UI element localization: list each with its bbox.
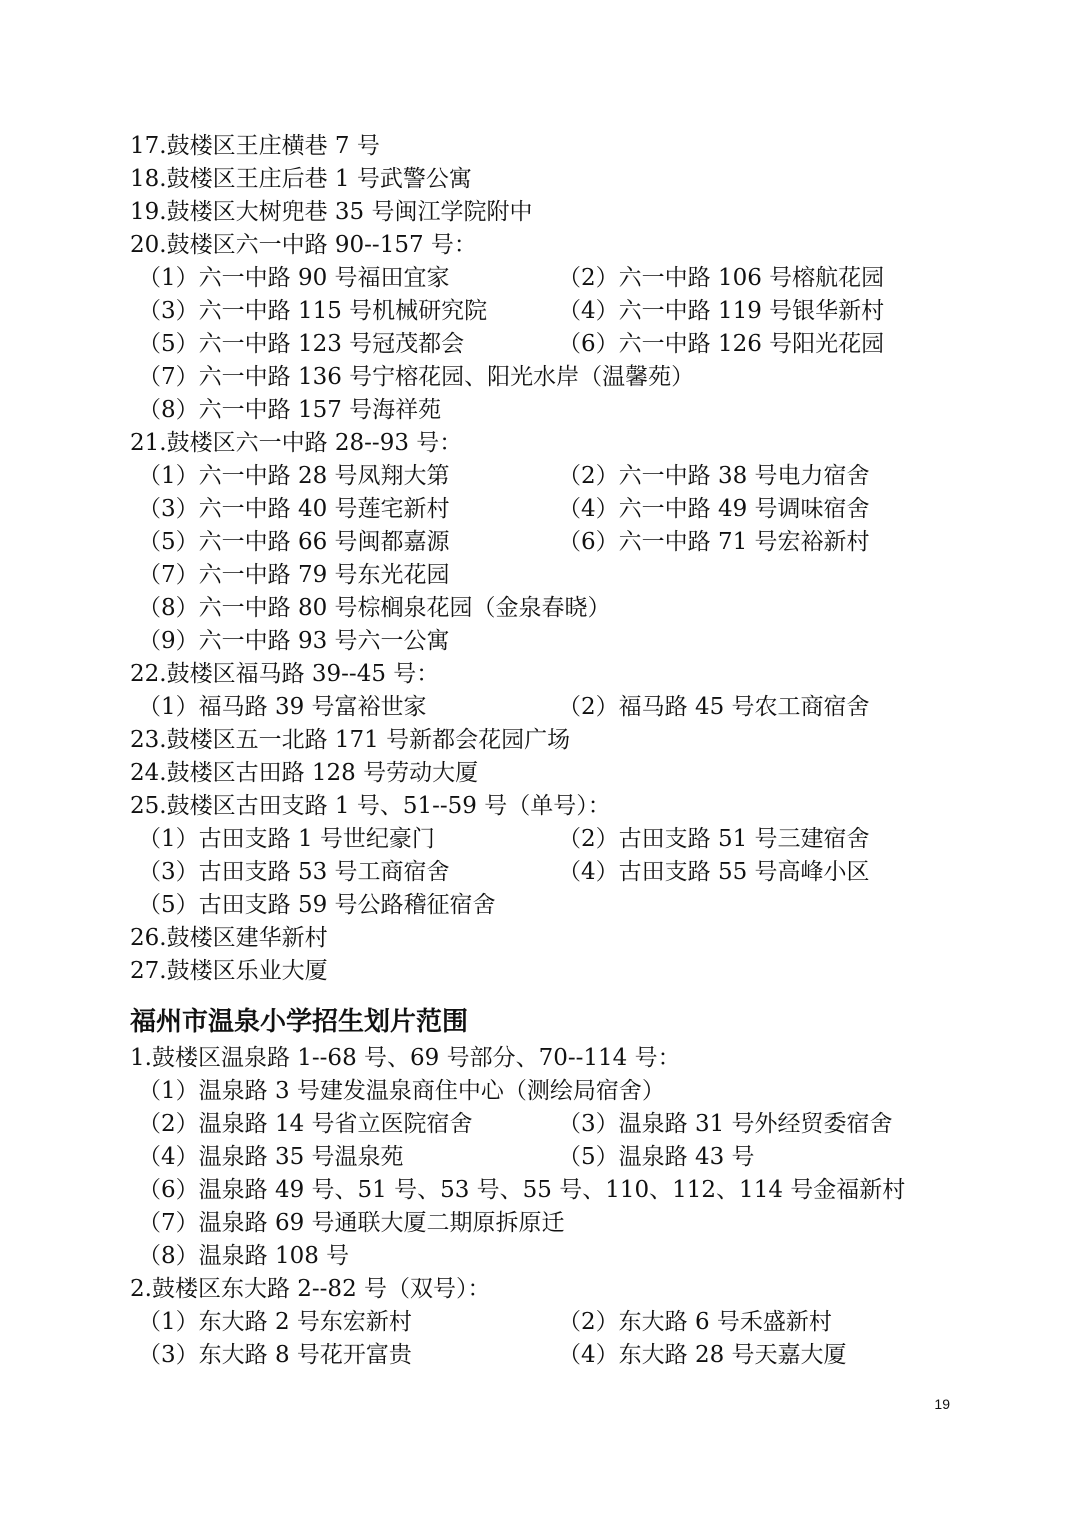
- address-row: [130, 823, 950, 856]
- address-entry: （7）六一中路 79 号东光花园: [138, 562, 450, 588]
- page-content: [130, 130, 950, 1372]
- address-row: [130, 1306, 950, 1339]
- section-list-2: [130, 1042, 950, 1372]
- page-number: 19: [934, 1396, 950, 1412]
- address-entry-left: （3）六一中路 40 号莲宅新村: [138, 496, 450, 522]
- address-entry: （7）六一中路 136 号宁榕花园、阳光水岸（温馨苑）: [138, 364, 695, 390]
- section-list-1: [130, 130, 950, 988]
- address-entry-left: （4）温泉路 35 号温泉苑: [138, 1144, 404, 1170]
- address-entry-left: （3）古田支路 53 号工商宿舍: [138, 859, 450, 885]
- address-row: [130, 1339, 950, 1372]
- list-item: 19.鼓楼区大树兜巷 35 号闽江学院附中: [130, 199, 533, 225]
- address-entry: （7）温泉路 69 号通联大厦二期原拆原迁: [138, 1210, 565, 1236]
- address-entry-left: （1）古田支路 1 号世纪豪门: [138, 826, 435, 852]
- list-item: 24.鼓楼区古田路 128 号劳动大厦: [130, 760, 479, 786]
- list-item: 27.鼓楼区乐业大厦: [130, 958, 328, 984]
- address-entry-left: （1）六一中路 90 号福田宜家: [138, 265, 450, 291]
- address-entry-left: （2）温泉路 14 号省立医院宿舍: [138, 1111, 473, 1137]
- list-item: 2.鼓楼区东大路 2--82 号（双号）：: [130, 1276, 491, 1302]
- address-entry-right: （6）六一中路 71 号宏裕新村: [558, 529, 870, 555]
- address-row: [130, 493, 950, 526]
- address-entry-right: （2）六一中路 106 号榕航花园: [558, 265, 885, 291]
- address-row: [130, 460, 950, 493]
- address-entry-left: （1）福马路 39 号富裕世家: [138, 694, 427, 720]
- address-entry: （5）古田支路 59 号公路稽征宿舍: [138, 892, 496, 918]
- address-entry-right: （2）古田支路 51 号三建宿舍: [558, 826, 870, 852]
- address-entry: （8）温泉路 108 号: [138, 1243, 350, 1269]
- address-row: [130, 262, 950, 295]
- list-item: 20.鼓楼区六一中路 90--157 号：: [130, 232, 477, 258]
- address-entry: （1）温泉路 3 号建发温泉商住中心（测绘局宿舍）: [138, 1078, 665, 1104]
- address-entry: （6）温泉路 49 号、51 号、53 号、55 号、110、112、114 号金福新村: [138, 1177, 906, 1203]
- address-row: [130, 295, 950, 328]
- list-item: 25.鼓楼区古田支路 1 号、51--59 号（单号）：: [130, 793, 611, 819]
- address-entry-right: （4）六一中路 49 号调味宿舍: [558, 496, 870, 522]
- list-item: 21.鼓楼区六一中路 28--93 号：: [130, 430, 463, 456]
- list-item: 1.鼓楼区温泉路 1--68 号、69 号部分、70--114 号：: [130, 1045, 681, 1071]
- address-entry-left: （3）六一中路 115 号机械研究院: [138, 298, 488, 324]
- address-entry-right: （6）六一中路 126 号阳光花园: [558, 331, 885, 357]
- address-entry-right: （4）东大路 28 号天嘉大厦: [558, 1342, 847, 1368]
- list-item: 22.鼓楼区福马路 39--45 号：: [130, 661, 440, 687]
- address-entry-right: （4）古田支路 55 号高峰小区: [558, 859, 870, 885]
- address-entry: （8）六一中路 157 号海祥苑: [138, 397, 442, 423]
- address-row: [130, 856, 950, 889]
- address-entry-right: （4）六一中路 119 号银华新村: [558, 298, 885, 324]
- list-item: 23.鼓楼区五一北路 171 号新都会花园广场: [130, 727, 571, 753]
- list-item: 26.鼓楼区建华新村: [130, 925, 328, 951]
- address-row: [130, 526, 950, 559]
- address-entry-right: （2）东大路 6 号禾盛新村: [558, 1309, 832, 1335]
- address-entry: （8）六一中路 80 号棕榈泉花园（金泉春晓）: [138, 595, 611, 621]
- address-row: [130, 1108, 950, 1141]
- address-entry-right: （2）六一中路 38 号电力宿舍: [558, 463, 870, 489]
- address-entry-right: （5）温泉路 43 号: [558, 1144, 755, 1170]
- address-row: [130, 328, 950, 361]
- section-heading: 福州市温泉小学招生划片范围: [130, 1007, 469, 1037]
- address-entry-left: （1）六一中路 28 号凤翔大第: [138, 463, 450, 489]
- list-item: 18.鼓楼区王庄后巷 1 号武警公寓: [130, 166, 472, 192]
- address-entry: （9）六一中路 93 号六一公寓: [138, 628, 450, 654]
- address-row: [130, 1141, 950, 1174]
- list-item: 17.鼓楼区王庄横巷 7 号: [130, 133, 380, 159]
- address-entry-left: （5）六一中路 123 号冠茂都会: [138, 331, 465, 357]
- address-row: [130, 691, 950, 724]
- address-entry-right: （2）福马路 45 号农工商宿舍: [558, 694, 870, 720]
- address-entry-left: （5）六一中路 66 号闽都嘉源: [138, 529, 450, 555]
- address-entry-left: （1）东大路 2 号东宏新村: [138, 1309, 412, 1335]
- address-entry-left: （3）东大路 8 号花开富贵: [138, 1342, 412, 1368]
- address-entry-right: （3）温泉路 31 号外经贸委宿舍: [558, 1111, 893, 1137]
